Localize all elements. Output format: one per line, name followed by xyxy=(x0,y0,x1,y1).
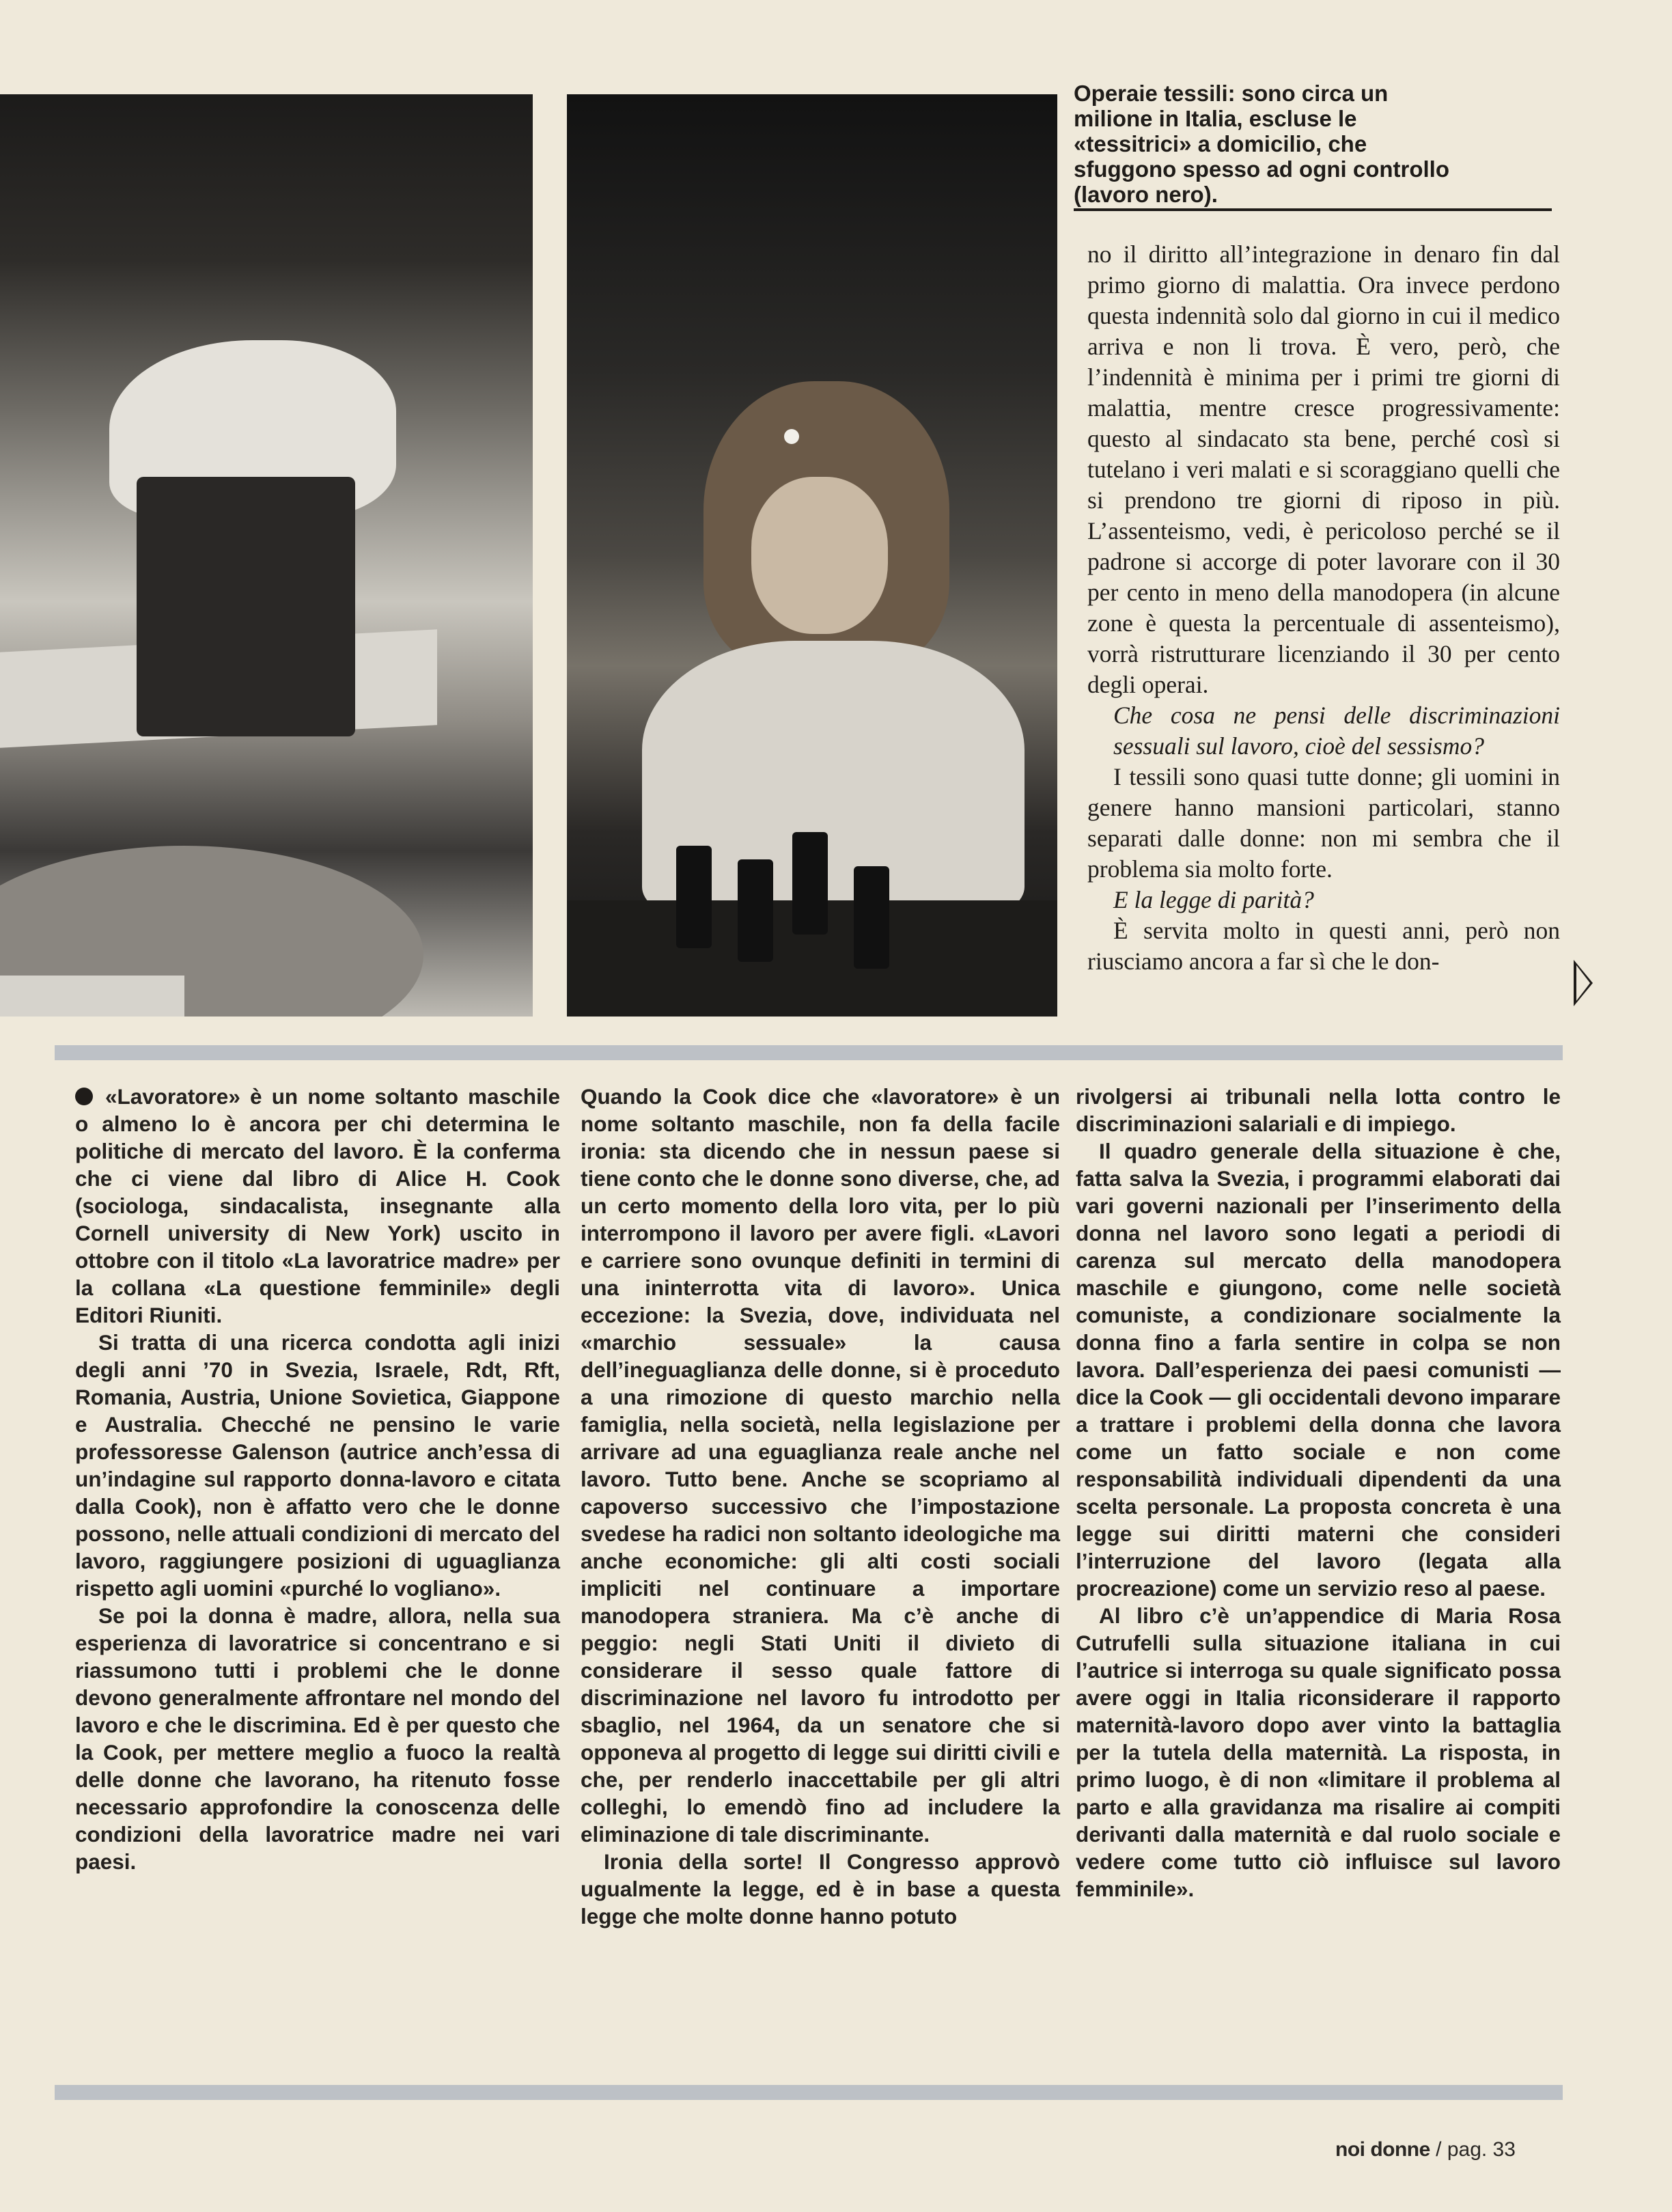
interview-paragraph: È servita molto in questi anni, però non riusciamo ancora a far sì che le don- xyxy=(1087,917,1560,975)
article-paragraph: «Lavoratore» è un nome soltanto maschile o almeno lo è ancora per chi determina le politiche di mercato del lavoro. È la conferma che ci viene dal libro di Alice H. Cook (sociologa, sindacalista, insegnante alla Cornell university di New York) uscito in ottobre con il titolo «La lavoratrice madre» per la collana «La questione femminile» degli Editori Riuniti. xyxy=(75,1084,560,1327)
interview-question: E la legge di parità? xyxy=(1113,886,1314,913)
page-footer xyxy=(1335,2138,1516,2161)
interview-paragraph: no il diritto all’integrazione in denaro fin dal primo giorno di malattia. Ora invece perdono questa indennità solo dal giorno in cui il medico arriva e non li trova. È vero, però, che l’indennità è minima per i primi tre giorni di malattia, mentre cresce progressivamente: questo al sindacato sta bene, perché così si tutelano i veri malati e si scoraggiano quelli che si prendono tre giorni di riposo in più. L’assenteismo, vedi, è pericoloso perché se il padrone si accorge di poter lavorare con il 30 per cento in meno della manodopera (in alcune zone è questa la percentuale di assenteismo), vorrà ristrutturare licenziando il 30 per cento degli operai. xyxy=(1087,240,1560,698)
article-paragraph: rivolgersi ai tribunali nella lotta contro le discriminazioni salariali e di impiego. xyxy=(1076,1084,1561,1136)
article-column-1 xyxy=(75,1083,560,1875)
sewing-machine xyxy=(137,477,355,736)
table-corner xyxy=(0,976,184,1017)
article-paragraph: Se poi la donna è madre, allora, nella sua esperienza di lavoratrice si concentrano e si riassumono tutti i problemi che le donne devono generalmente affrontare nel mondo del lavoro e che le discrimina. Ed è per questo che la Cook, per mettere meglio a fuoco la realtà delle donne che lavorano, ha ritenuto fosse necessario approfondire la conoscenza delle condizioni della lavoratrice madre nei vari paesi. xyxy=(75,1603,560,1874)
bullet-icon xyxy=(75,1088,93,1105)
caption-rule xyxy=(1074,208,1552,211)
photo-caption: Operaie tessili: sono circa un milione in Italia, escluse le «tessitrici» a domicilio, che sfuggono spesso ad ogni controllo (lavoro nero). xyxy=(1074,81,1449,207)
interview-paragraph: I tessili sono quasi tutte donne; gli uomini in genere hanno mansioni particolari, stanno separati dalle donne: non mi sembra che il problema sia molto forte. xyxy=(1087,763,1560,883)
hair-flower xyxy=(784,429,799,444)
article-paragraph: Il quadro generale della situazione è che, fatta salva la Svezia, i programmi elaborati dai vari governi nazionali per l’inserimento della donna nel lavoro sono legati a periodi di carenza sul mercato della manodopera maschile e giungono, come nelle società comuniste, a condizionare socialmente la donna fino a farla sentire in colpa se non lavora. Dall’esperienza dei paesi comunisti — dice la Cook — gli occidentali devono imparare a trattare i problemi della donna che lavora come un fatto sociale e non come responsabilità individuali dipendenti da una scelta personale. La proposta concreta è una legge sui diritti materni che consideri l’interruzione del lavoro (legata alla procreazione) come un servizio reso al paese. xyxy=(1076,1139,1561,1601)
interview-column xyxy=(1087,239,1560,977)
thread-spool xyxy=(854,866,889,969)
separator-band xyxy=(55,1045,1563,1060)
article-paragraph: Ironia della sorte! Il Congresso approvò ugualmente la legge, ed è in base a questa legge che molte donne hanno potuto xyxy=(581,1849,1060,1928)
article-paragraph: Quando la Cook dice che «lavoratore» è un nome soltanto maschile, non fa della facile ironia: sta dicendo che in nessun paese si tiene conto che le donne sono diverse, che, ad un certo momento della loro vita, per lo più interrompono il lavoro per avere figli. «Lavori e carriere sono ovunque definiti in termini di una ininterrotta vita di lavoro». Unica eccezione: la Svezia, dove, individuata nel «marchio sessuale» la causa dell’ineguaglianza delle donne, si è proceduto a una rimozione di questo marchio nella famiglia, nella società, nella legislazione per arrivare ad una eguaglianza reale anche nel lavoro. Tutto bene. Anche se scopriamo al capoverso successivo che l’impostazione svedese ha radici non soltanto ideologiche ma anche economiche: gli alti costi sociali impliciti nel continuare a importare manodopera straniera. Ma c’è anche di peggio: negli Stati Uniti il divieto di considerare il sesso quale fattore di discriminazione nel lavoro fu introdotto per sbaglio, nel 1964, da un senatore che si opponeva al progetto di legge sui diritti civili e che, per renderlo inaccettabile per gli altri colleghi, lo emendò fino ad includere la eliminazione di tale discriminante. xyxy=(581,1084,1060,1847)
separator-band xyxy=(55,2085,1563,2100)
thread-spool xyxy=(792,832,828,935)
magazine-name: noi donne xyxy=(1335,2138,1430,2161)
thread-spool xyxy=(676,846,712,948)
article-paragraph: Al libro c’è un’appendice di Maria Rosa Cutrufelli sulla situazione italiana in cui l’autrice si interroga su quale significato possa avere oggi in Italia riconsiderare il rapporto maternità-lavoro dopo aver vinto la battaglia per la tutela della maternità. La risposta, in primo luogo, è di non «limitare il problema al parto e alla gravidanza ma risalire ai compiti derivanti dalla maternità e dal ruolo sociale e vedere come tutto ciò influisce sul lavoro femminile». xyxy=(1076,1603,1561,1901)
interview-question: Che cosa ne pensi delle discriminazioni sessuali sul lavoro, cioè del sessismo? xyxy=(1113,702,1560,760)
page-number: / pag. 33 xyxy=(1436,2138,1516,2161)
article-column-2 xyxy=(581,1083,1060,1930)
worker-face xyxy=(751,477,888,634)
photo-textile-worker xyxy=(567,94,1057,1017)
article-column-3 xyxy=(1076,1083,1561,1903)
thread-spool xyxy=(738,859,773,962)
article-paragraph: Si tratta di una ricerca condotta agli inizi degli anni ’70 in Svezia, Israele, Rdt, Rft, Romania, Austria, Unione Sovietica, Giappone e Australia. Checché ne pensino le varie professoresse Galenson (autrice anch’essa di un’indagine sul rapporto donna-lavoro e citata dalla Cook), non è affatto vero che le donne possono, nelle attuali condizioni di mercato del lavoro, raggiungere posizioni di uguaglianza rispetto agli uomini «purché lo vogliano». xyxy=(75,1330,560,1601)
photo-textile-machines xyxy=(0,94,533,1017)
continue-arrow-icon xyxy=(1574,960,1593,1006)
